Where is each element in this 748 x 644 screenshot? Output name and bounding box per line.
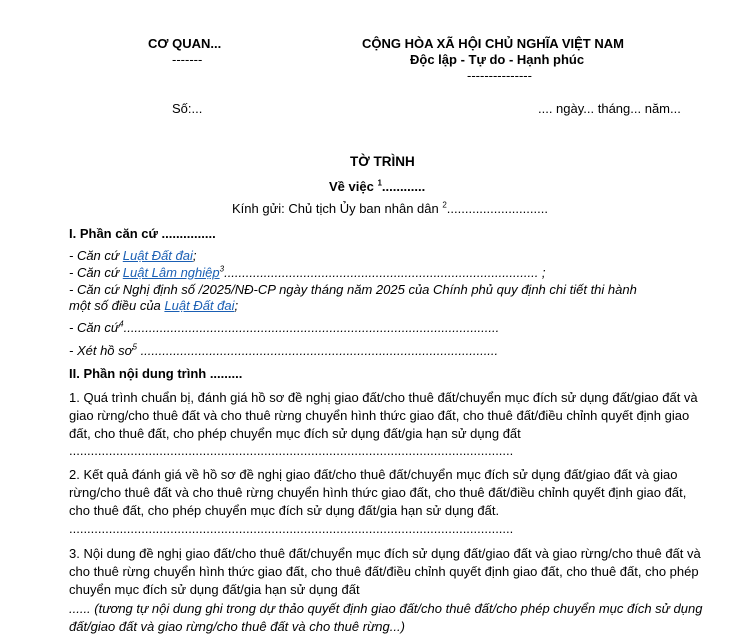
content-paragraph-4: ...... (tương tự nội dung ghi trong dự thảo quyết định giao đất/cho thuê đất/cho phép chuyển mục đích sử dụng đất/giao đất và giao rừng/cho thuê đất và cho thuê rừng...) (69, 601, 703, 634)
footnote-2: 2 (442, 200, 447, 210)
subject-prefix: Về việc (329, 179, 378, 194)
basis-item-3-suffix: ; (234, 298, 239, 313)
document-title: TỜ TRÌNH (350, 154, 415, 169)
section-2-heading: II. Phần nội dung trình ......... (69, 366, 243, 381)
basis-item-5-suffix: ................................................................................................... (136, 343, 499, 358)
recipient-dots: ............................ (446, 201, 548, 216)
document-date: .... ngày... tháng... năm... (538, 101, 681, 116)
basis-item-3-line2-prefix: một số điều của (69, 298, 165, 313)
basis-item-3-line-1: - Căn cứ Nghị định số /2025/NĐ-CP ngày tháng năm 2025 của Chính phủ quy định chi tiết thi hành (69, 282, 637, 297)
content-dots-1: ........................................................................................................................... (69, 443, 514, 458)
law-link-land[interactable]: Luật Đất đai (122, 248, 193, 263)
basis-item-5 (69, 343, 498, 358)
basis-item-2-prefix: - Căn cứ (69, 265, 123, 280)
basis-item-4-suffix: ........................................................................................................ (123, 320, 500, 335)
nation-title: CỘNG HÒA XÃ HỘI CHỦ NGHĨA VIỆT NAM (362, 36, 624, 51)
law-link-forestry[interactable]: Luật Lâm nghiệp (122, 265, 220, 280)
basis-item-3-line-2 (69, 298, 238, 313)
footnote-3: 3 (219, 264, 225, 274)
law-link-land-2[interactable]: Luật Đất đai (164, 298, 235, 313)
content-dots-2: ........................................................................................................................... (69, 521, 514, 536)
footnote-1: 1 (377, 178, 382, 188)
subject-line (329, 179, 425, 194)
footnote-5: 5 (132, 342, 137, 352)
basis-item-4 (69, 320, 499, 335)
content-paragraph-1: 1. Quá trình chuẩn bị, đánh giá hồ sơ đề nghị giao đất/cho thuê đất/chuyển mục đích sử dụng đất/giao đất và giao rừng/cho thuê đất và cho thuê rừng chuyển hình thức giao đất, cho thuê đất/điều chỉnh quyết định giao đất, cho thuê đất, cho phép chuyển mục đích sử dụng đất/gia hạn sử dụng đất (69, 390, 698, 441)
basis-item-2 (69, 265, 546, 280)
organization-name: CƠ QUAN... (148, 36, 222, 51)
content-paragraph-2: 2. Kết quả đánh giá về hồ sơ đề nghị giao đất/cho thuê đất/chuyển mục đích sử dụng đất/giao đất và giao rừng/cho thuê đất và cho thuê rừng chuyển hình thức giao đất, cho thuê đất/điều chỉnh quyết định giao đất, cho thuê đất, cho phép chuyển mục đích sử dụng đất/gia hạn sử dụng đất. (69, 467, 687, 518)
section-1-heading: I. Phần căn cứ ............... (69, 226, 216, 241)
footnote-4: 4 (119, 319, 124, 329)
subject-dots: ............ (381, 179, 426, 194)
document-number: Số:... (172, 101, 203, 116)
basis-item-1-suffix: ; (192, 248, 197, 263)
basis-item-1-prefix: - Căn cứ (69, 248, 123, 263)
national-motto: Độc lập - Tự do - Hạnh phúc (410, 52, 585, 67)
recipient-prefix: Kính gửi: Chủ tịch Ủy ban nhân dân (232, 201, 443, 216)
basis-item-4-prefix: - Căn cứ (69, 320, 120, 335)
basis-item-2-suffix: ....................................................................................... ; (224, 265, 546, 280)
basis-item-5-prefix: - Xét hồ sơ (69, 343, 133, 358)
content-paragraph-3: 3. Nội dung đề nghị giao đất/cho thuê đất/chuyển mục đích sử dụng đất/giao đất và giao rừng/cho thuê đất và cho thuê rừng chuyển hình thức giao đất, cho thuê đất/điều chỉnh quyết định giao đất, cho thuê đất, cho phép chuyển mục đích sử dụng đất/gia hạn sử dụng đất (69, 546, 701, 597)
basis-item-1 (69, 248, 197, 263)
motto-underline: --------------- (467, 68, 532, 83)
recipient-line (232, 201, 548, 216)
organization-underline: ------- (172, 52, 203, 67)
